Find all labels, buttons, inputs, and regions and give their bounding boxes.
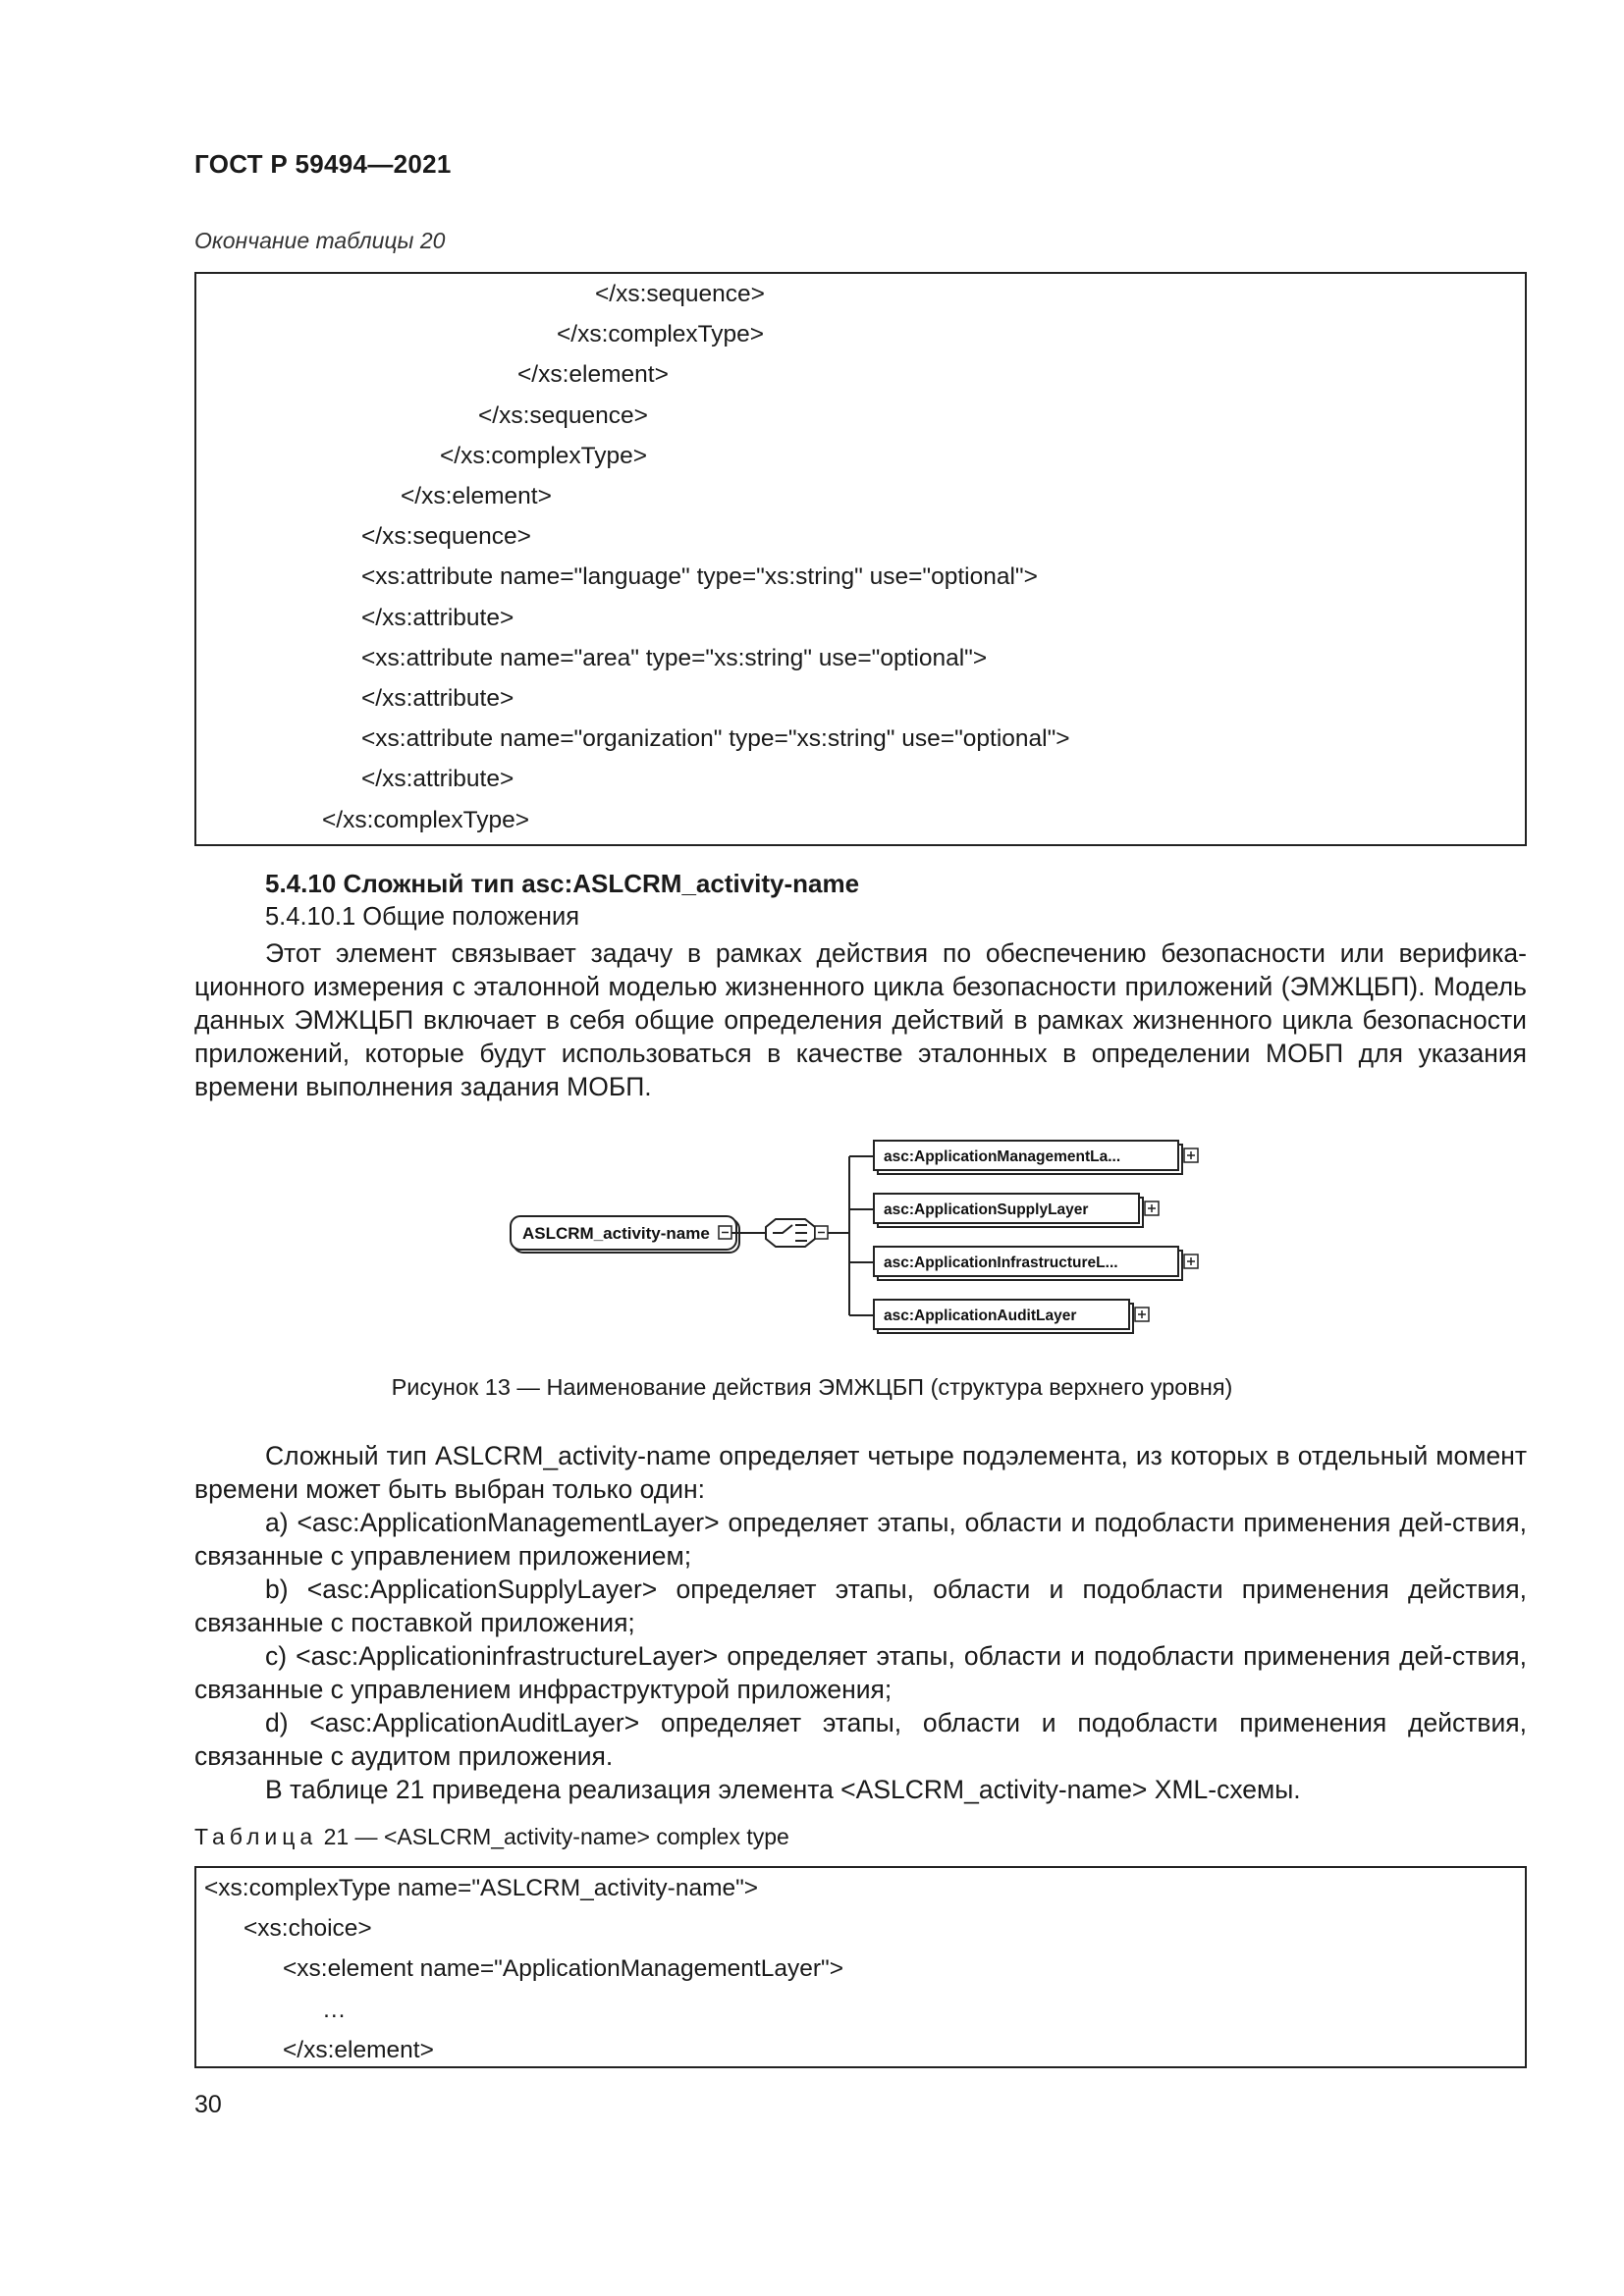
- table21-code-box: [194, 1866, 1527, 2068]
- list-item: b) <asc:ApplicationSupplyLayer> определяет этапы, области и подобласти применения действия, связанные с поставкой приложения;: [194, 1575, 1527, 1637]
- figure-caption: Рисунок 13 — Наименование действия ЭМЖЦБП (структура верхнего уровня): [391, 1374, 1233, 1400]
- svg-text:asc:ApplicationSupplyLayer: asc:ApplicationSupplyLayer: [884, 1201, 1089, 1218]
- table-continuation-label: Окончание таблицы 20: [194, 228, 446, 253]
- schema-diagram: [491, 1129, 1237, 1355]
- body-paragraph: Сложный тип ASLCRM_activity-name определяет четыре подэлемента, из которых в отдельный момент времени может быть выбран только один:: [194, 1441, 1527, 1504]
- list-item: d) <asc:ApplicationAuditLayer> определяет этапы, области и подобласти применения действия, связанные с аудитом приложения.: [194, 1708, 1527, 1771]
- child-element-supply: [874, 1194, 1159, 1227]
- list-item: c) <asc:ApplicationinfrastructureLayer> определяет этапы, области и подобласти применения дей-ствия, связанные с управлением инфраструктурой приложения;: [194, 1641, 1527, 1704]
- svg-text:asc:ApplicationAuditLayer: asc:ApplicationAuditLayer: [884, 1308, 1077, 1324]
- code-line: </xs:element>: [517, 361, 669, 388]
- list-item: a) <asc:ApplicationManagementLayer> определяет этапы, области и подобласти применения дей-ствия, связанные с управлением приложением;: [194, 1508, 1527, 1571]
- body-text: [194, 1439, 1527, 1806]
- code-line: <xs:complexType name="ASLCRM_activity-name">: [204, 1875, 759, 1901]
- root-element-box: [511, 1216, 739, 1253]
- body-paragraph: В таблице 21 приведена реализация элемента <ASLCRM_activity-name> XML-схемы.: [265, 1775, 1301, 1804]
- document-number: ГОСТ Р 59494—2021: [194, 149, 452, 179]
- code-line: </xs:complexType>: [322, 807, 530, 833]
- code-line: </xs:sequence>: [595, 281, 765, 307]
- section-heading: 5.4.10 Сложный тип asc:ASLCRM_activity-name: [265, 869, 860, 898]
- code-line: <xs:choice>: [244, 1915, 372, 1942]
- code-line: </xs:element>: [401, 483, 552, 509]
- table20-code-box: [194, 272, 1527, 846]
- code-line: <xs:attribute name="area" type="xs:string" use="optional">: [361, 645, 988, 671]
- code-line: </xs:attribute>: [361, 766, 514, 792]
- table-title: 21 — <ASLCRM_activity-name> complex type: [317, 1824, 789, 1849]
- svg-text:asc:ApplicationInfrastructureL: asc:ApplicationInfrastructureL...: [884, 1255, 1118, 1271]
- choice-compositor-icon: [766, 1219, 828, 1247]
- code-line: </xs:sequence>: [478, 402, 648, 429]
- code-line: </xs:complexType>: [440, 443, 648, 469]
- child-element-audit: [874, 1300, 1149, 1333]
- code-line: <xs:attribute name="organization" type="xs:string" use="optional">: [361, 725, 1070, 752]
- code-line: </xs:element>: [283, 2037, 434, 2063]
- code-line: </xs:complexType>: [557, 321, 765, 347]
- table21-caption: [194, 1824, 789, 1850]
- code-line: …: [322, 1997, 347, 2023]
- page-number: 30: [194, 2091, 222, 2118]
- intro-text: Этот элемент связывает задачу в рамках действия по обеспечению безопасности или верифика-ционного измерения с эталонной моделью жизненного цикла безопасности приложений (ЭМЖЦБП). Модель данных ЭМЖЦБП включает в себя общие определения действий в рамках жизненного цикла безопасности приложений, которые будут использоваться в качестве эталонных в определении МОБП для указания времени выполнения задания МОБП.: [194, 938, 1527, 1101]
- code-line: </xs:sequence>: [361, 523, 531, 550]
- child-element-management: [874, 1141, 1198, 1174]
- root-element-label: ASLCRM_activity-name: [522, 1224, 710, 1243]
- table-label: Таблица: [194, 1824, 318, 1849]
- intro-paragraph: [194, 936, 1527, 1103]
- child-element-infrastructure: [874, 1247, 1198, 1280]
- code-line: <xs:element name="ApplicationManagementLayer">: [283, 1955, 844, 1982]
- code-line: </xs:attribute>: [361, 685, 514, 712]
- code-line: <xs:attribute name="language" type="xs:string" use="optional">: [361, 563, 1038, 590]
- code-line: </xs:attribute>: [361, 605, 514, 631]
- subsection-heading: 5.4.10.1 Общие положения: [265, 903, 580, 931]
- svg-text:asc:ApplicationManagementLa...: asc:ApplicationManagementLa...: [884, 1148, 1121, 1165]
